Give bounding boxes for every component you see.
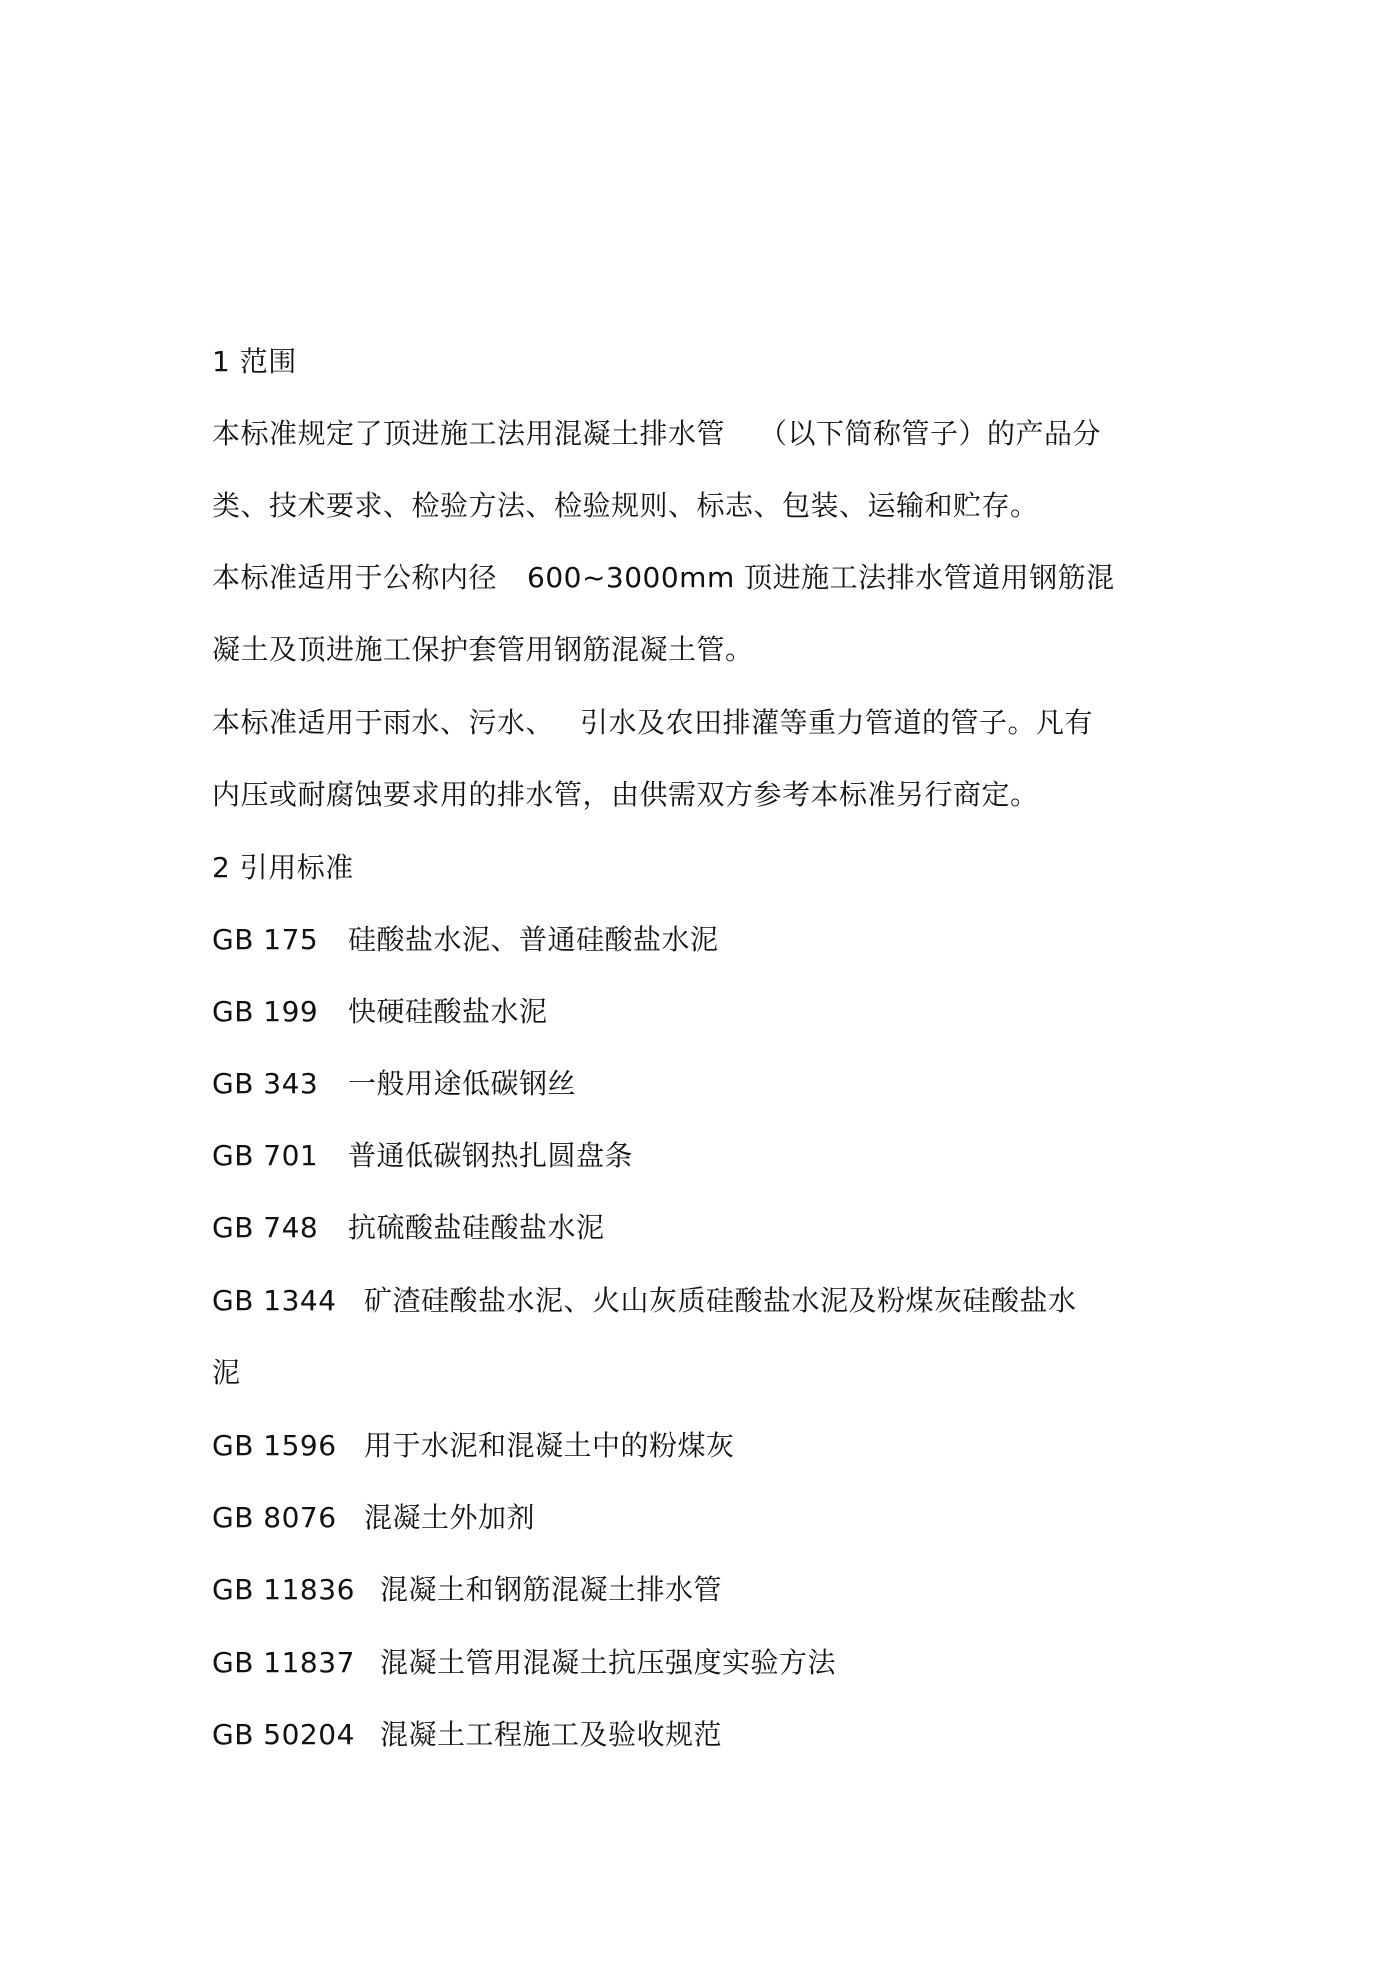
scope-text-part: 本标准规定了顶进施工法用混凝土排水管	[212, 417, 726, 450]
standard-item	[212, 1715, 722, 1755]
scope-paragraph-2-line-1	[212, 558, 1115, 598]
standard-code: GB 701	[212, 1139, 319, 1172]
standard-title: 快硬硅酸盐水泥	[348, 995, 548, 1028]
standard-item	[212, 1426, 735, 1466]
standard-title: 抗硫酸盐硅酸盐水泥	[348, 1211, 605, 1244]
scope-paragraph-1-line-1	[212, 414, 1101, 454]
standard-item	[212, 1643, 836, 1683]
standard-code: GB 199	[212, 995, 319, 1028]
standard-title: 混凝土管用混凝土抗压强度实验方法	[380, 1646, 837, 1679]
standard-title: 一般用途低碳钢丝	[348, 1067, 577, 1100]
standard-item	[212, 1208, 605, 1248]
standard-title: 普通低碳钢热扎圆盘条	[348, 1139, 634, 1172]
standard-code: GB 343	[212, 1067, 319, 1100]
standard-code: GB 11836	[212, 1573, 355, 1606]
standard-title: 混凝土和钢筋混凝土排水管	[380, 1573, 723, 1606]
standard-title-continuation: 泥	[212, 1356, 241, 1389]
standard-title: 混凝土外加剂	[364, 1501, 536, 1534]
standard-code: GB 11837	[212, 1646, 355, 1679]
standard-title: 矿渣硅酸盐水泥、火山灰质硅酸盐水泥及粉煤灰硅酸盐水	[364, 1284, 1077, 1317]
standard-title: 用于水泥和混凝土中的粉煤灰	[364, 1429, 735, 1462]
scope-paragraph-3-line-2: 内压或耐腐蚀要求用的排水管，由供需双方参考本标准另行商定。	[212, 778, 1039, 811]
standard-code: GB 50204	[212, 1718, 355, 1751]
scope-text-part: 本标准适用于公称内径	[212, 561, 498, 594]
section-1-heading: 1 范围	[212, 345, 297, 378]
standard-item	[212, 920, 719, 960]
scope-text-part: 600~3000mm 顶进施工法排水管道用钢筋混	[527, 561, 1115, 594]
standard-item	[212, 1498, 535, 1538]
standard-item	[212, 1281, 1077, 1321]
standard-code: GB 1596	[212, 1429, 337, 1462]
scope-text-part: （以下简称管子）的产品分	[759, 417, 1102, 450]
standard-item	[212, 992, 548, 1032]
standard-item	[212, 1136, 633, 1176]
standard-code: GB 175	[212, 923, 319, 956]
standard-title: 硅酸盐水泥、普通硅酸盐水泥	[348, 923, 719, 956]
standard-title: 混凝土工程施工及验收规范	[380, 1718, 723, 1751]
scope-paragraph-2-line-2: 凝土及顶进施工保护套管用钢筋混凝土管。	[212, 633, 754, 666]
standard-item	[212, 1064, 576, 1104]
scope-text-part: 引水及农田排灌等重力管道的管子。凡有	[580, 706, 1094, 739]
section-2-heading: 2 引用标准	[212, 851, 354, 884]
scope-paragraph-1-line-2: 类、技术要求、检验方法、检验规则、标志、包装、运输和贮存。	[212, 489, 1039, 522]
standard-code: GB 748	[212, 1211, 319, 1244]
standard-code: GB 8076	[212, 1501, 337, 1534]
standard-code: GB 1344	[212, 1284, 337, 1317]
standard-item	[212, 1570, 722, 1610]
scope-text-part: 本标准适用于雨水、污水、	[212, 706, 555, 739]
scope-paragraph-3-line-1	[212, 703, 1093, 743]
